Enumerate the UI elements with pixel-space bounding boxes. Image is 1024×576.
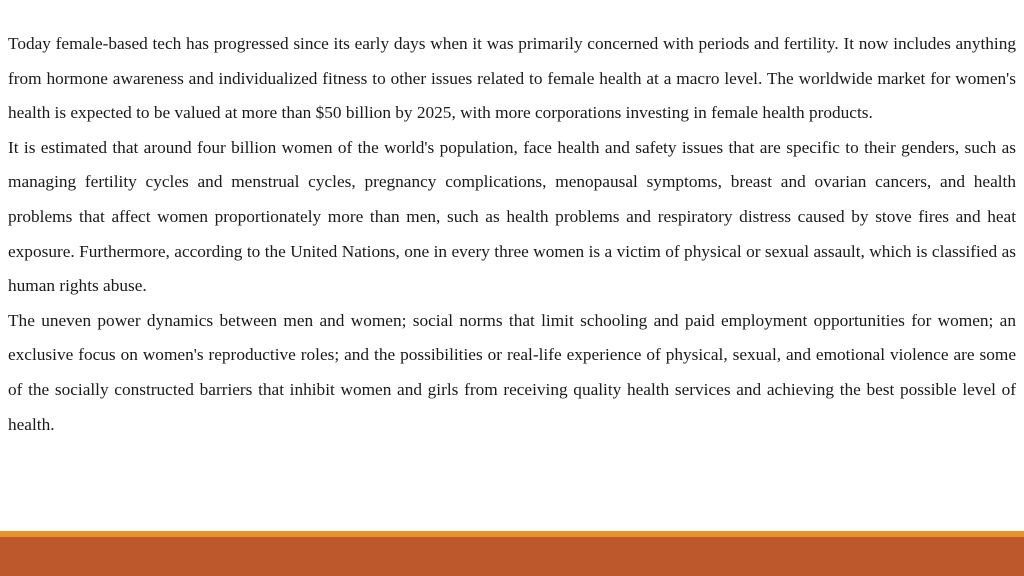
paragraph-barriers: The uneven power dynamics between men and women; social norms that limit schooling and paid employment opportunities for women; an exclusive focus on women's reproductive roles; and the possibilities or real-life experience of physical, sexual, and emotional violence are some of the socially constructed barriers that inhibit women and girls from receiving quality health services and achieving the best possible level of health. <box>8 310 1016 434</box>
paragraph-health-issues: It is estimated that around four billion women of the world's population, face health and safety issues that are specific to their genders, such as managing fertility cycles and menstrual cycles, pregnancy complications, menopausal symptoms, breast and ovarian cancers, and health problems that affect women proportionately more than men, such as health problems and respiratory distress caused by stove fires and heat exposure. Furthermore, according to the United Nations, one in every three women is a victim of physical or sexual assault, which is classified as human rights abuse. <box>8 137 1016 296</box>
footer-band <box>0 537 1024 576</box>
slide-body <box>8 27 1016 442</box>
paragraph-female-tech: Today female-based tech has progressed since its early days when it was primarily concerned with periods and fertility. It now includes anything from hormone awareness and individualized fitness to other issues related to female health at a macro level. The worldwide market for women's health is expected to be valued at more than $50 billion by 2025, with more corporations investing in female health products. <box>8 34 1016 123</box>
